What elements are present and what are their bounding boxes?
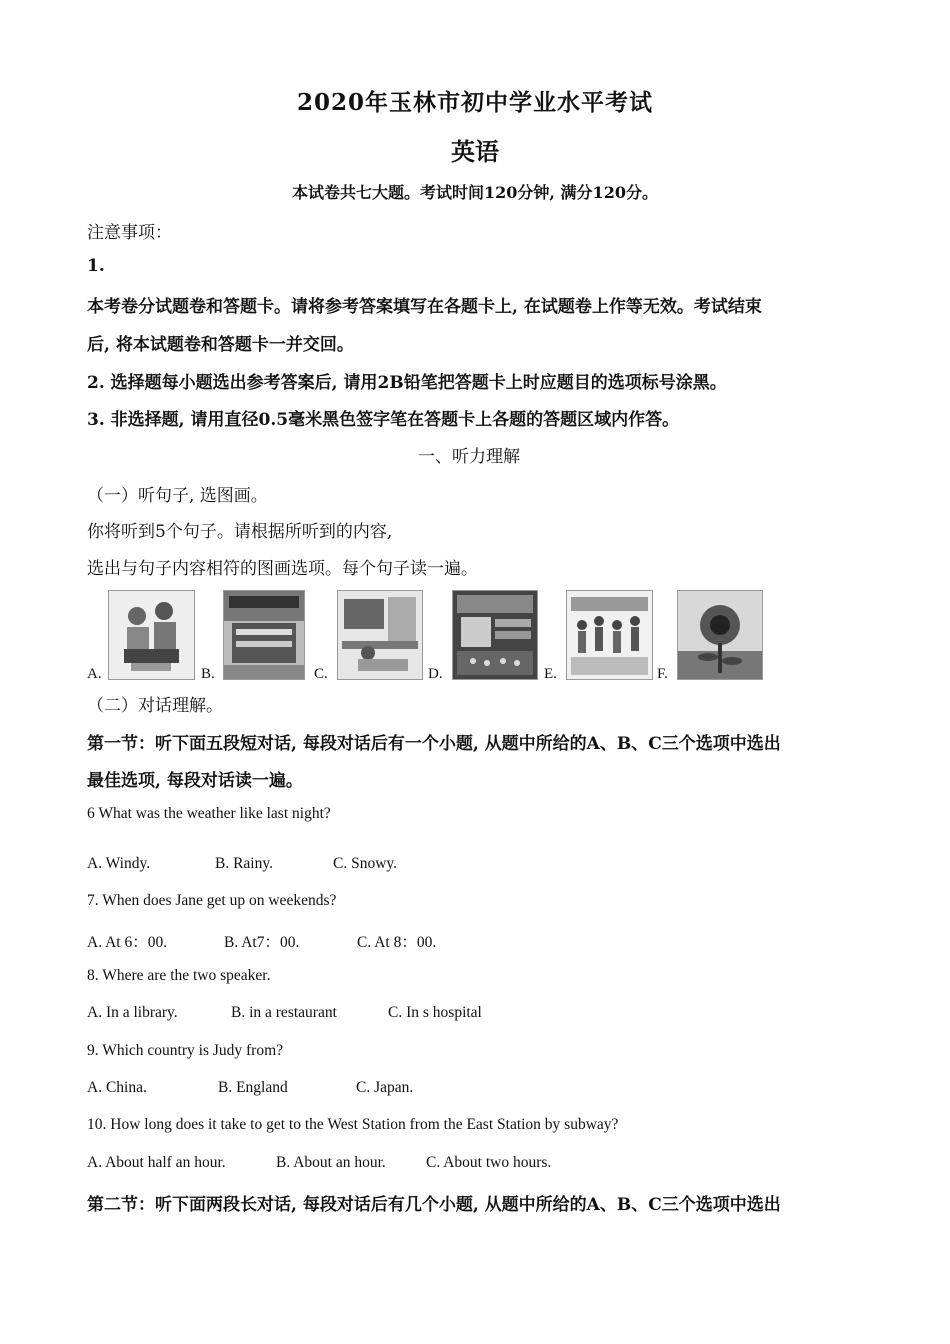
question-7-option-b: B. At7：00.: [224, 934, 300, 951]
sec-1-instruction-2: 最佳选项, 每段对话读一遍。: [87, 771, 303, 791]
picture-label-e: E.: [544, 666, 557, 682]
question-10-option-a: A. About half an hour.: [87, 1154, 226, 1171]
question-6: 6 What was the weather like last night?: [87, 805, 331, 822]
sec-1-instruction-1: 第一节：听下面五段短对话, 每段对话后有一个小题, 从题中所给的A、B、C三个选项中选出: [87, 734, 781, 754]
question-6-option-c: C. Snowy.: [333, 855, 398, 872]
question-10-option-b: B. About an hour.: [276, 1154, 386, 1171]
question-8: 8. Where are the two speaker.: [87, 967, 271, 984]
sunflower-picture: [677, 590, 763, 680]
part-2-title: （二）对话理解。: [87, 696, 223, 716]
question-8-option-a: A. In a library.: [87, 1004, 178, 1021]
people-group-picture: [566, 590, 653, 680]
question-9-option-b: B. England: [218, 1079, 288, 1096]
question-7: 7. When does Jane get up on weekends?: [87, 892, 337, 909]
picture-label-b: B.: [201, 666, 215, 682]
question-10-option-c: C. About two hours.: [426, 1154, 552, 1171]
question-8-option-b: B. in a restaurant: [231, 1004, 337, 1021]
question-9-option-c: C. Japan.: [356, 1079, 414, 1096]
notes-heading: 注意事项：: [87, 223, 172, 243]
question-7-option-a: A. At 6：00.: [87, 934, 168, 951]
classroom-picture: [337, 590, 423, 680]
subject-title: 英语: [451, 137, 499, 166]
building-sign-picture: [223, 590, 305, 680]
exam-info: 本试卷共七大题。考试时间120分钟, 满分120分。: [292, 183, 658, 202]
picture-label-d: D.: [428, 666, 443, 682]
note-1-line-1: 本考卷分试题卷和答题卡。请将参考答案填写在各题卡上, 在试题卷上作等无效。考试结束: [87, 297, 762, 317]
sec-2-instruction-1: 第二节：听下面两段长对话, 每段对话后有几个小题, 从题中所给的A、B、C三个选项中选出: [87, 1195, 781, 1215]
note-1-number: 1.: [87, 256, 105, 276]
note-3: 3. 非选择题, 请用直径0.5毫米黑色签字笔在答题卡上各题的答题区域内作答。: [87, 410, 680, 430]
question-9-option-a: A. China.: [87, 1079, 147, 1096]
children-reading-picture: [108, 590, 195, 680]
question-8-option-c: C. In s hospital: [388, 1004, 482, 1021]
note-2: 2. 选择题每小题选出参考答案后, 请用2B铅笔把答题卡上时应题目的选项标号涂黑。: [87, 373, 727, 393]
question-7-option-c: C. At 8：00.: [357, 934, 437, 951]
question-6-option-b: B. Rainy.: [215, 855, 273, 872]
picture-label-c: C.: [314, 666, 328, 682]
section-1-title: 一、听力理解: [418, 447, 520, 467]
question-10: 10. How long does it take to get to the West Station from the East Station by subway?: [87, 1116, 619, 1133]
picture-label-a: A.: [87, 666, 102, 682]
note-1-line-2: 后, 将本试题卷和答题卡一并交回。: [87, 335, 354, 355]
question-6-option-a: A. Windy.: [87, 855, 151, 872]
picture-label-f: F.: [657, 666, 668, 682]
part-1-instruction-2: 选出与句子内容相符的图画选项。每个句子读一遍。: [87, 559, 478, 579]
part-1-instruction-1: 你将听到5个句子。请根据所听到的内容,: [87, 522, 393, 542]
question-9: 9. Which country is Judy from?: [87, 1042, 284, 1059]
exam-title: 2020年玉林市初中学业水平考试: [296, 89, 653, 116]
poster-picture: [452, 590, 538, 680]
part-1-title: （一）听句子, 选图画。: [87, 486, 268, 506]
